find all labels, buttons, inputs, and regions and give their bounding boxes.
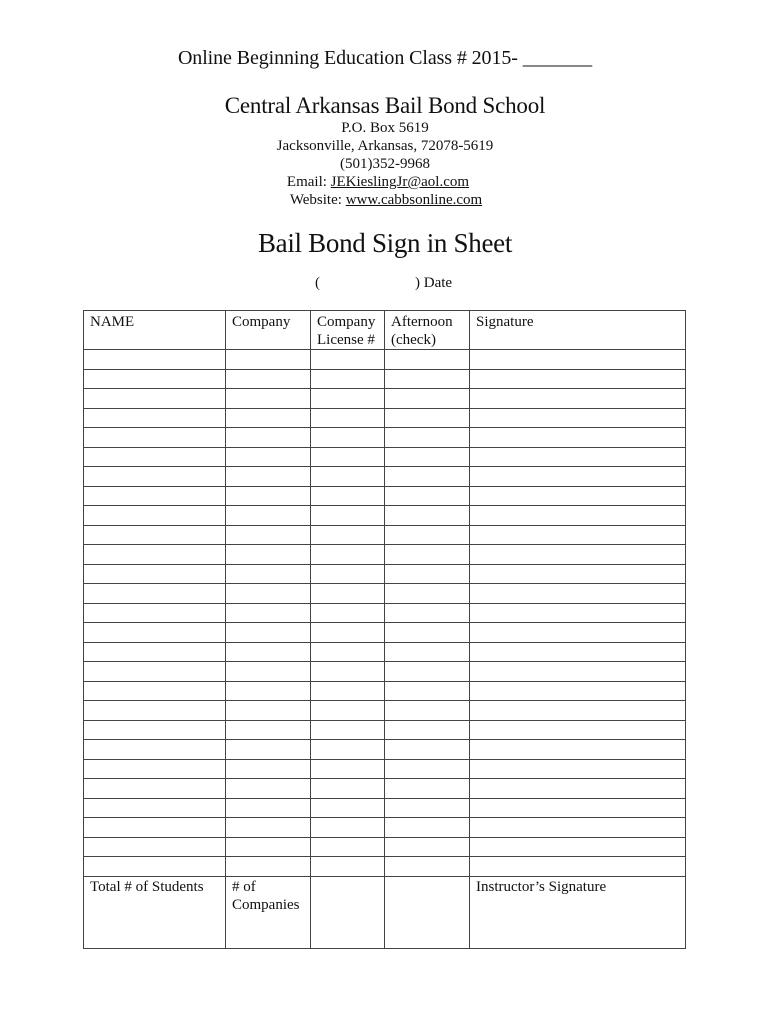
company-license-cell[interactable]: [311, 525, 385, 545]
company-license-cell[interactable]: [311, 798, 385, 818]
signature-cell[interactable]: [470, 408, 686, 428]
signature-cell[interactable]: [470, 779, 686, 799]
sheet-title: Bail Bond Sign in Sheet: [257, 228, 513, 258]
name-cell[interactable]: [84, 389, 226, 409]
name-cell[interactable]: [84, 798, 226, 818]
company-license-cell[interactable]: [311, 623, 385, 643]
table-row: [84, 467, 686, 487]
website-line: [0, 192, 770, 209]
date-open-paren: (: [315, 275, 320, 291]
afternoon-check-cell[interactable]: [385, 467, 470, 487]
table-row: [84, 642, 686, 662]
signature-cell[interactable]: [470, 701, 686, 721]
name-cell[interactable]: [84, 740, 226, 760]
afternoon-check-cell[interactable]: [385, 740, 470, 760]
total-students-cell[interactable]: Total # of Students: [84, 876, 226, 948]
table-header-row: [84, 311, 686, 350]
table-row: [84, 740, 686, 760]
table-row: [84, 584, 686, 604]
company-cell[interactable]: [226, 798, 311, 818]
table-row: [84, 408, 686, 428]
signature-cell[interactable]: [470, 564, 686, 584]
company-license-cell[interactable]: [311, 408, 385, 428]
class-number-line: Online Beginning Education Class # 2015- _______: [177, 47, 593, 69]
table-row: [84, 681, 686, 701]
date-label: ) Date: [415, 275, 453, 291]
signature-cell[interactable]: [470, 857, 686, 877]
table-row: [84, 564, 686, 584]
name-cell[interactable]: [84, 564, 226, 584]
name-cell[interactable]: [84, 642, 226, 662]
afternoon-check-cell[interactable]: [385, 759, 470, 779]
afternoon-check-cell[interactable]: [385, 701, 470, 721]
afternoon-check-cell[interactable]: [385, 662, 470, 682]
column-header-signature: Signature: [470, 311, 686, 350]
signature-cell[interactable]: [470, 525, 686, 545]
company-cell[interactable]: [226, 408, 311, 428]
company-license-cell[interactable]: [311, 369, 385, 389]
table-row: [84, 447, 686, 467]
name-cell[interactable]: [84, 584, 226, 604]
name-cell[interactable]: [84, 720, 226, 740]
table-row: [84, 545, 686, 565]
company-license-cell[interactable]: [311, 857, 385, 877]
company-cell[interactable]: [226, 740, 311, 760]
company-cell[interactable]: [226, 623, 311, 643]
signature-cell[interactable]: [470, 584, 686, 604]
company-license-cell[interactable]: [311, 720, 385, 740]
signature-cell[interactable]: [470, 389, 686, 409]
afternoon-check-cell[interactable]: [385, 408, 470, 428]
signature-cell[interactable]: [470, 428, 686, 448]
company-license-cell[interactable]: [311, 564, 385, 584]
table-row: [84, 603, 686, 623]
company-license-cell[interactable]: [311, 545, 385, 565]
name-cell[interactable]: [84, 701, 226, 721]
company-license-cell[interactable]: [311, 779, 385, 799]
company-license-cell[interactable]: [311, 467, 385, 487]
afternoon-check-cell[interactable]: [385, 428, 470, 448]
company-cell[interactable]: [226, 506, 311, 526]
company-cell[interactable]: [226, 720, 311, 740]
column-header-company-license: Company License #: [311, 311, 385, 350]
footer-blank-cell[interactable]: [311, 876, 385, 948]
signature-cell[interactable]: [470, 467, 686, 487]
company-license-cell[interactable]: [311, 740, 385, 760]
phone-number: (501)352-9968: [340, 156, 430, 172]
number-of-companies-cell[interactable]: # of Companies: [226, 876, 311, 948]
afternoon-check-cell[interactable]: [385, 681, 470, 701]
company-license-cell[interactable]: [311, 662, 385, 682]
name-cell[interactable]: [84, 506, 226, 526]
company-cell[interactable]: [226, 389, 311, 409]
signature-cell[interactable]: [470, 603, 686, 623]
afternoon-check-cell[interactable]: [385, 525, 470, 545]
signature-cell[interactable]: [470, 720, 686, 740]
table-row: [84, 623, 686, 643]
table-row: [84, 525, 686, 545]
email-line: [0, 174, 770, 191]
afternoon-check-cell[interactable]: [385, 720, 470, 740]
table-row: [84, 428, 686, 448]
name-cell[interactable]: [84, 369, 226, 389]
company-license-cell[interactable]: [311, 837, 385, 857]
company-cell[interactable]: [226, 486, 311, 506]
company-cell[interactable]: [226, 584, 311, 604]
company-license-cell[interactable]: [311, 759, 385, 779]
company-license-cell[interactable]: [311, 350, 385, 370]
company-cell[interactable]: [226, 350, 311, 370]
city-address: Jacksonville, Arkansas, 72078-5619: [276, 138, 494, 154]
company-cell[interactable]: [226, 428, 311, 448]
column-header-afternoon: Afternoon (check): [385, 311, 470, 350]
signature-cell[interactable]: [470, 798, 686, 818]
table-row: [84, 662, 686, 682]
signature-cell[interactable]: [470, 740, 686, 760]
instructor-signature-cell[interactable]: Instructor’s Signature: [470, 876, 686, 948]
company-license-cell[interactable]: [311, 701, 385, 721]
afternoon-check-cell[interactable]: [385, 447, 470, 467]
name-cell[interactable]: [84, 350, 226, 370]
company-license-cell[interactable]: [311, 389, 385, 409]
signature-cell[interactable]: [470, 681, 686, 701]
company-cell[interactable]: [226, 837, 311, 857]
footer-blank-cell[interactable]: [385, 876, 470, 948]
table-row: [84, 720, 686, 740]
company-license-cell[interactable]: [311, 506, 385, 526]
signature-cell[interactable]: [470, 623, 686, 643]
name-cell[interactable]: [84, 662, 226, 682]
sign-in-rows: [84, 350, 686, 877]
afternoon-check-cell[interactable]: [385, 837, 470, 857]
signature-cell[interactable]: [470, 447, 686, 467]
company-cell[interactable]: [226, 564, 311, 584]
table-row: [84, 837, 686, 857]
signature-cell[interactable]: [470, 837, 686, 857]
company-cell[interactable]: [226, 603, 311, 623]
name-cell[interactable]: [84, 486, 226, 506]
company-cell[interactable]: [226, 662, 311, 682]
column-header-name: NAME: [84, 311, 226, 350]
signature-cell[interactable]: [470, 545, 686, 565]
afternoon-check-cell[interactable]: [385, 369, 470, 389]
signature-cell[interactable]: [470, 486, 686, 506]
company-cell[interactable]: [226, 447, 311, 467]
table-row: [84, 506, 686, 526]
company-license-cell[interactable]: [311, 447, 385, 467]
website-link[interactable]: www.cabbsonline.com: [345, 192, 483, 208]
signature-cell[interactable]: [470, 506, 686, 526]
afternoon-check-cell[interactable]: [385, 818, 470, 838]
name-cell[interactable]: [84, 467, 226, 487]
afternoon-check-cell[interactable]: [385, 623, 470, 643]
company-cell[interactable]: [226, 818, 311, 838]
afternoon-check-cell[interactable]: [385, 642, 470, 662]
company-cell[interactable]: [226, 369, 311, 389]
table-row: [84, 818, 686, 838]
table-row: [84, 486, 686, 506]
afternoon-check-cell[interactable]: [385, 779, 470, 799]
company-cell[interactable]: [226, 545, 311, 565]
name-cell[interactable]: [84, 623, 226, 643]
afternoon-check-cell[interactable]: [385, 486, 470, 506]
sign-in-table: [83, 310, 686, 949]
company-cell[interactable]: [226, 525, 311, 545]
company-cell[interactable]: [226, 681, 311, 701]
name-cell[interactable]: [84, 681, 226, 701]
name-cell[interactable]: [84, 759, 226, 779]
company-cell[interactable]: [226, 467, 311, 487]
po-box-address: P.O. Box 5619: [341, 120, 429, 136]
company-cell[interactable]: [226, 759, 311, 779]
company-license-cell[interactable]: [311, 681, 385, 701]
table-row: [84, 798, 686, 818]
signature-cell[interactable]: [470, 818, 686, 838]
company-license-cell[interactable]: [311, 584, 385, 604]
table-row: [84, 759, 686, 779]
name-cell[interactable]: [84, 818, 226, 838]
table-row: [84, 369, 686, 389]
signature-cell[interactable]: [470, 642, 686, 662]
table-row: [84, 857, 686, 877]
name-cell[interactable]: [84, 408, 226, 428]
company-license-cell[interactable]: [311, 486, 385, 506]
name-cell[interactable]: [84, 779, 226, 799]
afternoon-check-cell[interactable]: [385, 389, 470, 409]
afternoon-check-cell[interactable]: [385, 798, 470, 818]
company-cell[interactable]: [226, 701, 311, 721]
company-cell[interactable]: [226, 779, 311, 799]
company-license-cell[interactable]: [311, 428, 385, 448]
name-cell[interactable]: [84, 837, 226, 857]
name-cell[interactable]: [84, 545, 226, 565]
afternoon-check-cell[interactable]: [385, 857, 470, 877]
school-name: Central Arkansas Bail Bond School: [224, 93, 546, 118]
table-row: [84, 779, 686, 799]
name-cell[interactable]: [84, 857, 226, 877]
table-row: [84, 701, 686, 721]
company-cell[interactable]: [226, 642, 311, 662]
column-header-company: Company: [226, 311, 311, 350]
email-label: Email:: [286, 174, 331, 190]
signature-cell[interactable]: [470, 350, 686, 370]
table-footer-row: [84, 876, 686, 948]
date-field: [315, 275, 452, 292]
company-license-cell[interactable]: [311, 642, 385, 662]
signature-cell[interactable]: [470, 662, 686, 682]
name-cell[interactable]: [84, 603, 226, 623]
afternoon-check-cell[interactable]: [385, 584, 470, 604]
company-license-cell[interactable]: [311, 818, 385, 838]
name-cell[interactable]: [84, 447, 226, 467]
afternoon-check-cell[interactable]: [385, 545, 470, 565]
website-label: Website:: [289, 192, 346, 208]
table-row: [84, 389, 686, 409]
email-link[interactable]: JEKieslingJr@aol.com: [330, 174, 470, 190]
company-license-cell[interactable]: [311, 603, 385, 623]
afternoon-check-cell[interactable]: [385, 603, 470, 623]
table-row: [84, 350, 686, 370]
name-cell[interactable]: [84, 428, 226, 448]
company-cell[interactable]: [226, 857, 311, 877]
name-cell[interactable]: [84, 525, 226, 545]
afternoon-check-cell[interactable]: [385, 506, 470, 526]
signature-cell[interactable]: [470, 759, 686, 779]
afternoon-check-cell[interactable]: [385, 350, 470, 370]
afternoon-check-cell[interactable]: [385, 564, 470, 584]
signature-cell[interactable]: [470, 369, 686, 389]
